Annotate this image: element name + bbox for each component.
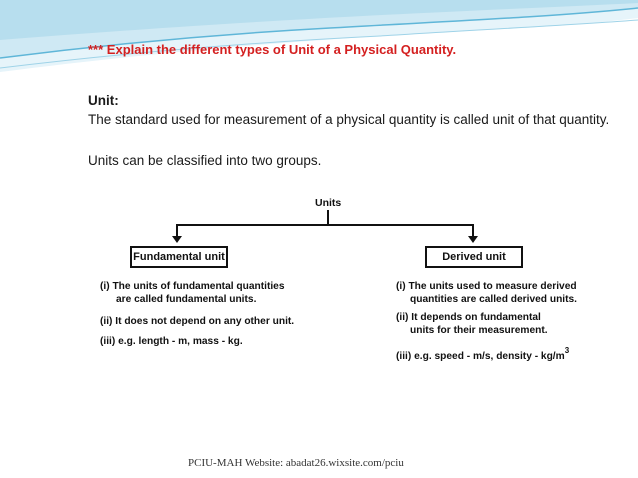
- derived-point-2-cont: units for their measurement.: [410, 325, 548, 336]
- slide-title: *** Explain the different types of Unit of a Physical Quantity.: [88, 42, 457, 57]
- derived-point-1-cont: quantities are called derived units.: [410, 294, 578, 305]
- classification-paragraph: Units can be classified into two groups.: [88, 153, 322, 168]
- derived-unit-box: Derived unit: [425, 246, 523, 268]
- derived-point-2: (ii) It depends on fundamental: [396, 312, 541, 323]
- left-arrow-head: [172, 236, 182, 243]
- fundamental-point-3: (iii) e.g. length - m, mass - kg.: [100, 336, 243, 347]
- fundamental-unit-box: Fundamental unit: [130, 246, 228, 268]
- fundamental-point-1: (i) The units of fundamental quantities: [100, 281, 285, 292]
- definition-paragraph: The standard used for measurement of a physical quantity is called unit of that quantity.: [88, 112, 610, 127]
- derived-point-3: [396, 344, 569, 363]
- right-arrow-head: [468, 236, 478, 243]
- units-classification-diagram: [90, 196, 590, 364]
- root-stem-line: [327, 210, 329, 225]
- branch-horizontal-line: [176, 224, 474, 226]
- fundamental-point-1-cont: are called fundamental units.: [116, 294, 257, 305]
- fundamental-point-2: (ii) It does not depend on any other unit.: [100, 316, 295, 327]
- derived-point-3-exponent: 3: [564, 346, 570, 355]
- diagram-root-label: Units: [315, 197, 342, 209]
- header-wave-decoration: [0, 0, 638, 80]
- footer-website: PCIU-MAH Website: abadat26.wixsite.com/pciu: [188, 457, 404, 469]
- derived-point-3-text: (iii) e.g. speed - m/s, density - kg/m: [396, 351, 565, 362]
- derived-point-1: (i) The units used to measure derived: [396, 281, 577, 292]
- section-heading: Unit:: [88, 93, 119, 108]
